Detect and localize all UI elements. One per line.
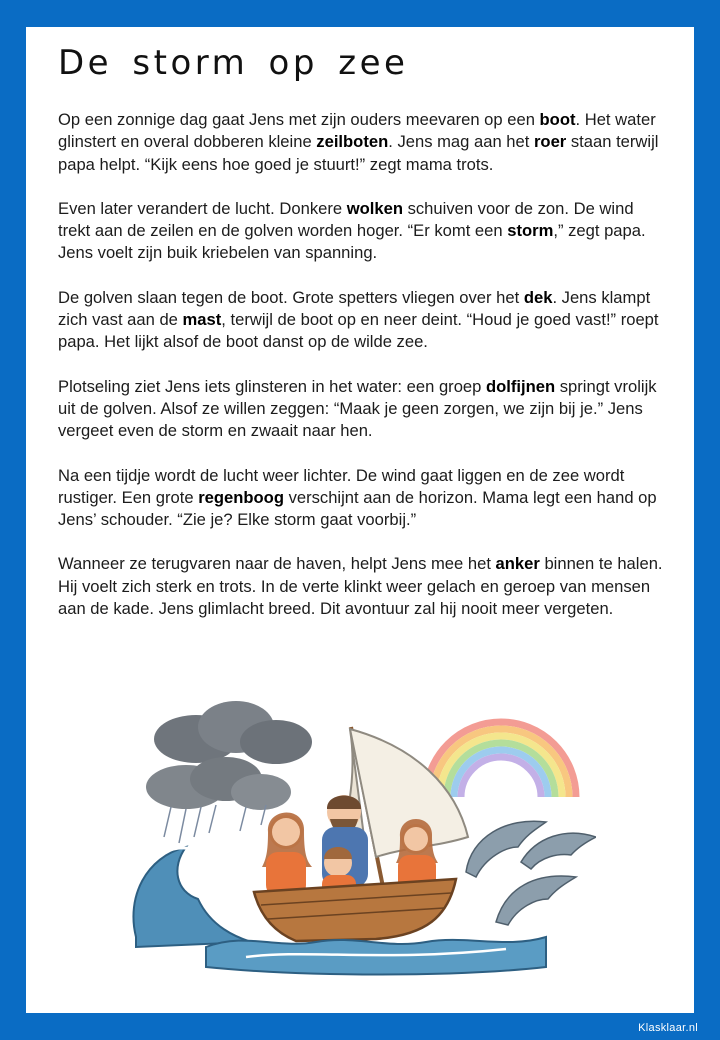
footer-brand: Klasklaar.nl (638, 1022, 698, 1034)
keyword: zeilboten (316, 132, 389, 152)
keyword: regenboog (198, 487, 284, 507)
story-paragraph: Plotseling ziet Jens iets glinsteren in het water: een groep dolfijnen springt vrolijk uit de golven. Alsof ze willen zeggen: “Maak je geen zorgen, we zijn bij je.” Jens vergeet even de storm en zwaait naar hen. (58, 376, 657, 441)
story-paragraph: Na een tijdje wordt de lucht weer lichter. De wind gaat liggen en de zee wordt rustiger. Een grote regenboog verschijnt aan de horizon. Mama legt een hand op Jens’ schouder. “Zie je? Elke storm gaat voorbij.” (58, 465, 657, 530)
keyword: dolfijnen (486, 376, 556, 396)
keyword: storm (507, 221, 554, 241)
story-paragraph: Even later verandert de lucht. Donkere wolken schuiven voor de zon. De wind trekt aan de zeilen en de golven worden hoger. “Er komt een storm,” zegt papa. Jens voelt zijn buik kriebelen van spanning. (58, 198, 646, 263)
page-title: De storm op zee (58, 43, 409, 83)
dolphin-icon (466, 821, 596, 925)
worksheet-page (26, 27, 694, 1013)
story-text (58, 109, 670, 642)
keyword: boot (539, 110, 576, 129)
family-sailboat-storm-illustration (126, 687, 596, 982)
rainbow-icon (426, 722, 576, 797)
story-paragraph: Op een zonnige dag gaat Jens met zijn ouders meevaren op een boot. Het water glinstert en overal dobberen kleine zeilboten. Jens mag aan het roer staan terwijl papa helpt. “Kijk eens hoe goed je stuurt!” zegt mama trots. (58, 110, 659, 174)
story-paragraph: Wanneer ze terugvaren naar de haven, helpt Jens mee het anker binnen te halen. Hij voelt zich sterk en trots. In de verte klinkt weer gelach en geroep van mensen aan de kade. Jens glimlacht breed. Dit avontuur zal hij nooit meer vergeten. (58, 554, 663, 619)
keyword: anker (495, 554, 540, 574)
keyword: wolken (346, 198, 403, 218)
keyword: dek (523, 287, 553, 307)
keyword: mast (182, 310, 222, 330)
story-paragraph: De golven slaan tegen de boot. Grote spetters vliegen over het dek. Jens klampt zich vast aan de mast, terwijl de boot op en neer deint. “Houd je goed vast!” roept papa. Het lijkt alsof de boot danst op de wilde zee. (58, 287, 659, 352)
keyword: roer (533, 132, 567, 152)
